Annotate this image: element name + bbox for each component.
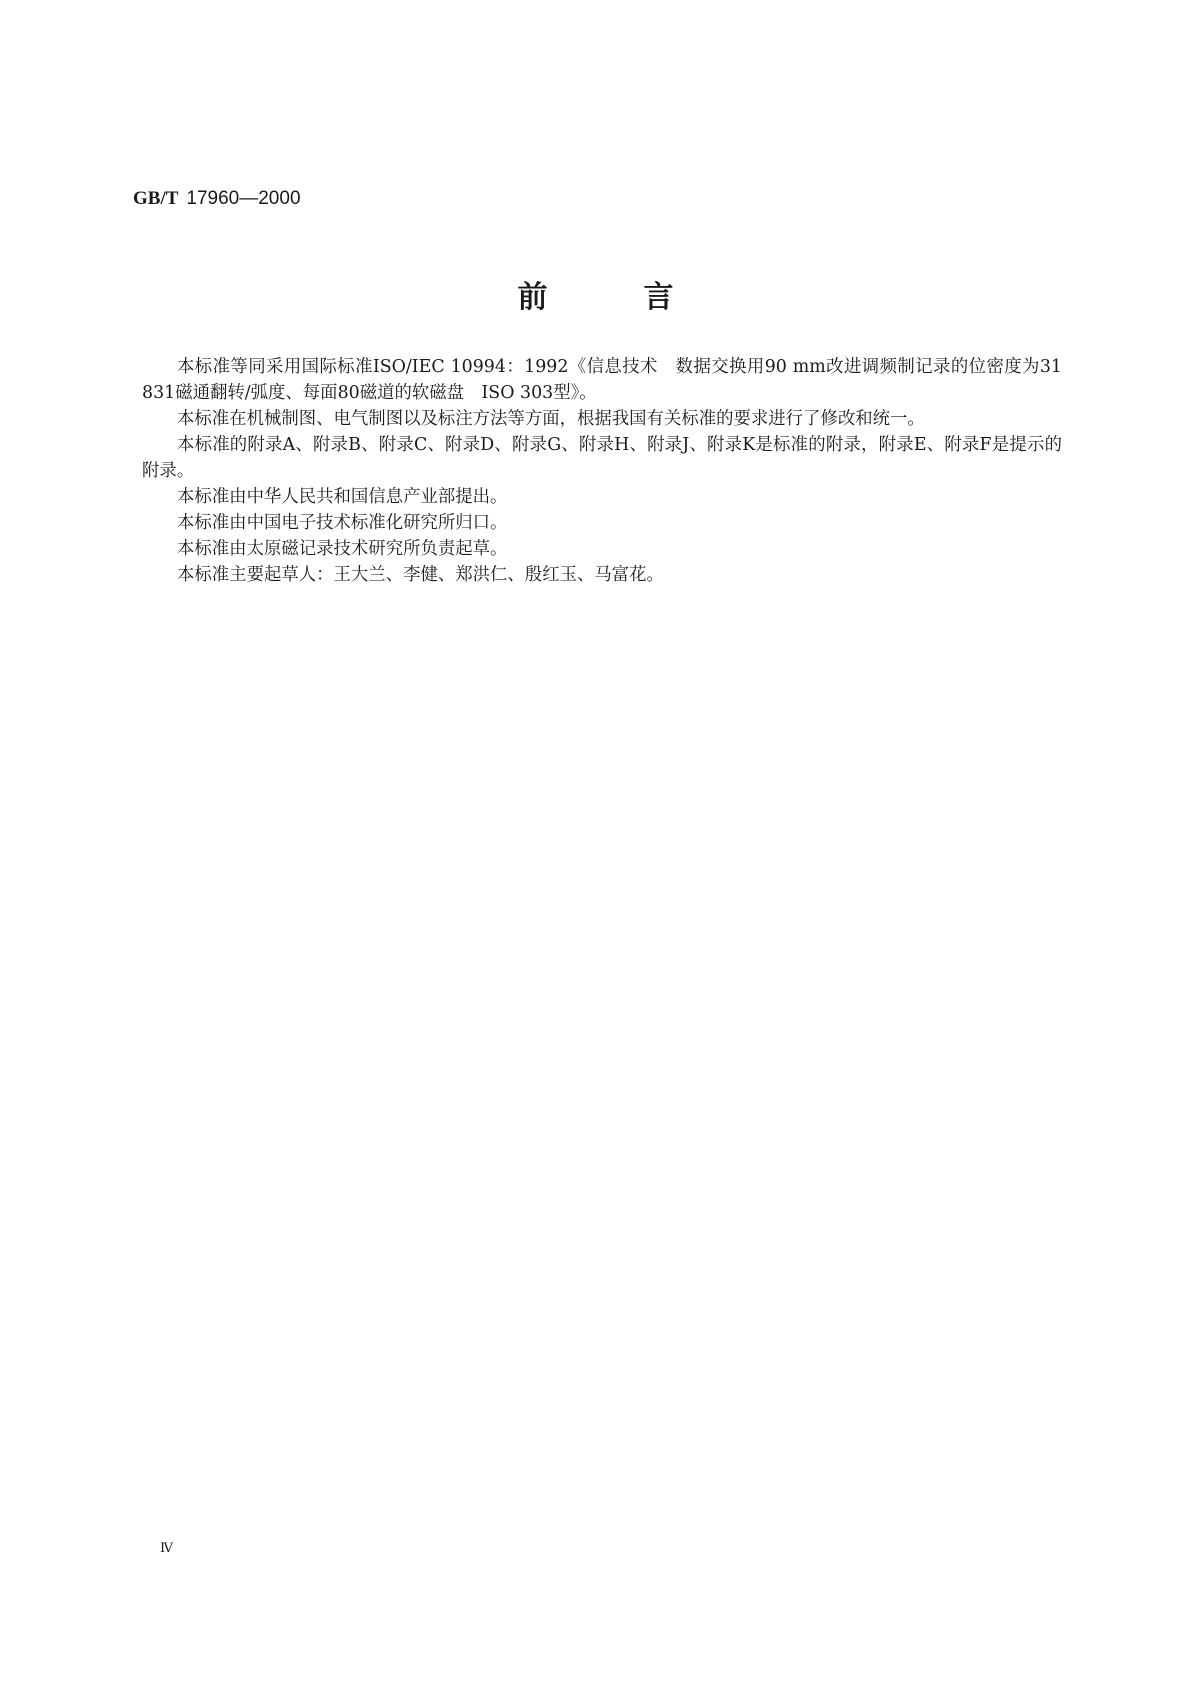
standard-number: 17960—2000 [186, 188, 301, 209]
paragraph-modifications: 本标准在机械制图、电气制图以及标注方法等方面，根据我国有关标准的要求进行了修改和统一。 [177, 409, 925, 429]
paragraph-centralized-by: 本标准由中国电子技术标准化研究所归口。 [177, 513, 508, 533]
paragraph-proposer: 本标准由中华人民共和国信息产业部提出。 [177, 487, 508, 507]
page-header [133, 186, 301, 211]
foreword-body [142, 354, 1062, 588]
paragraph-adoption: 本标准等同采用国际标准ISO/IEC 10994：1992《信息技术 数据交换用90 mm改进调频制记录的位密度为31 831磁通翻转/弧度、每面80磁道的软磁盘 ISO 303型》。 [142, 357, 1062, 403]
paragraph-annexes: 本标准的附录A、附录B、附录C、附录D、附录G、附录H、附录J、附录K是标准的附录，附录E、附录F是提示的附录。 [142, 435, 1062, 481]
standard-prefix: GB/T [133, 188, 179, 209]
page-title: 前言 [517, 280, 770, 315]
page-number: Ⅳ [160, 1540, 173, 1555]
paragraph-drafting-unit: 本标准由太原磁记录技术研究所负责起草。 [177, 539, 508, 559]
paragraph-drafters: 本标准主要起草人：王大兰、李健、郑洪仁、殷红玉、马富花。 [177, 565, 664, 585]
